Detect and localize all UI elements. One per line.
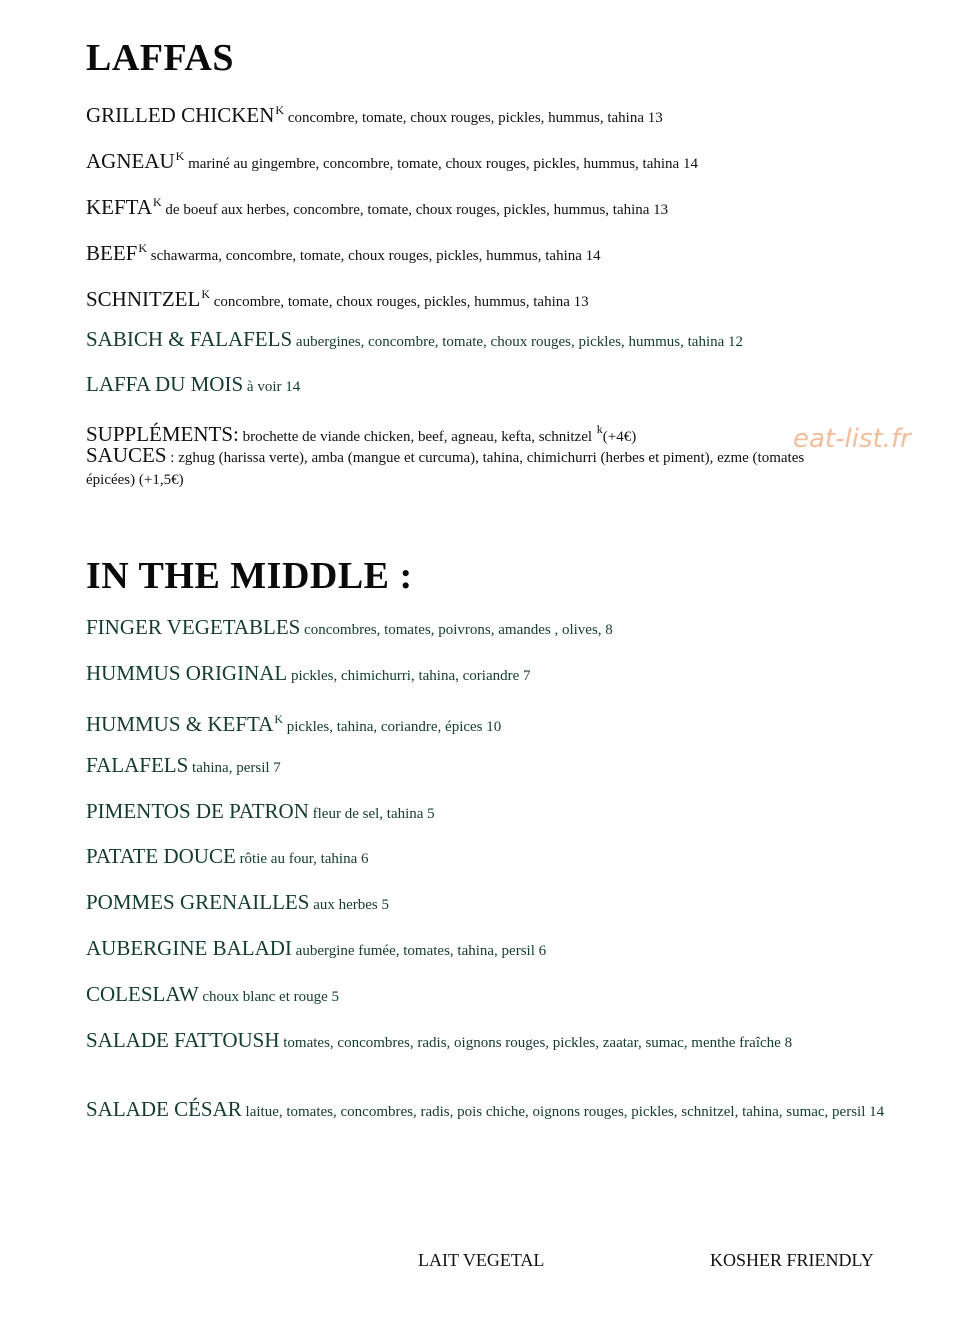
in-the-middle-title: IN THE MIDDLE :	[86, 555, 413, 597]
menu-item-kefta	[86, 192, 891, 221]
item-description: concombres, tomates, poivrons, amandes , olives, 8	[300, 622, 613, 638]
kosher-mark: K	[175, 149, 185, 163]
item-description: mariné au gingembre, concombre, tomate, choux rouges, pickles, hummus, tahina 14	[184, 156, 698, 172]
item-description: tomates, concombres, radis, oignons rouges, pickles, zaatar, sumac, menthe fraîche 8	[279, 1035, 793, 1051]
menu-item-pimentos-de-patron	[86, 801, 891, 825]
item-name: SCHNITZEL	[86, 287, 201, 311]
sauces-description: : zghug (harissa verte), amba (mangue et curcuma), tahina, chimichurri (herbes et piment), ezme (tomates épicées) (+1,5€)	[86, 450, 805, 488]
menu-item-finger-vegetables	[86, 617, 891, 641]
kosher-mark: K	[152, 195, 162, 209]
item-name: BEEF	[86, 241, 138, 265]
menu-item-salade-cesar	[86, 1099, 891, 1123]
watermark: eat-list.fr	[793, 424, 911, 454]
kosher-mark: K	[138, 241, 148, 255]
item-name: HUMMUS & KEFTA	[86, 712, 274, 736]
item-name: FINGER VEGETABLES	[86, 615, 301, 639]
supplements-price: (+4€)	[602, 429, 637, 445]
item-name: PATATE DOUCE	[86, 844, 236, 868]
item-description: pickles, chimichurri, tahina, coriandre 7	[287, 668, 531, 684]
supplements-line	[86, 419, 891, 448]
item-name: AUBERGINE BALADI	[86, 936, 292, 960]
item-description: à voir 14	[243, 379, 301, 395]
menu-item-salade-fattoush	[86, 1030, 891, 1054]
menu-item-schnitzel	[86, 284, 891, 313]
item-description: concombre, tomate, choux rouges, pickles, hummus, tahina 13	[210, 294, 589, 310]
menu-item-pommes-grenailles	[86, 892, 891, 916]
menu-item-agneau	[86, 146, 891, 175]
menu-item-beef	[86, 238, 891, 267]
item-description: schawarma, concombre, tomate, choux rouges, pickles, hummus, tahina 14	[147, 248, 601, 264]
item-description: aubergines, concombre, tomate, choux rouges, pickles, hummus, tahina 12	[292, 334, 744, 350]
kosher-mark: K	[201, 287, 210, 301]
footer-lait-vegetal: LAIT VEGETAL	[418, 1250, 545, 1270]
item-description: aux herbes 5	[309, 897, 389, 913]
supplements-label: SUPPLÉMENTS:	[86, 422, 239, 446]
item-name: FALAFELS	[86, 753, 189, 777]
item-name: SALADE CÉSAR	[86, 1097, 242, 1121]
item-description: choux blanc et rouge 5	[198, 989, 340, 1005]
item-name: POMMES GRENAILLES	[86, 890, 310, 914]
menu-item-hummus-original	[86, 663, 891, 687]
menu-item-aubergine-baladi	[86, 938, 891, 962]
item-description: concombre, tomate, choux rouges, pickles, hummus, tahina 13	[284, 110, 663, 126]
item-description: pickles, tahina, coriandre, épices 10	[283, 719, 502, 735]
footer-kosher-friendly: KOSHER FRIENDLY	[710, 1250, 874, 1270]
item-name: COLESLAW	[86, 982, 199, 1006]
kosher-mark: K	[275, 103, 285, 117]
item-name: PIMENTOS DE PATRON	[86, 799, 309, 823]
item-description: laitue, tomates, concombres, radis, pois chiche, oignons rouges, pickles, schnitzel, tahina, sumac, persil 14	[241, 1104, 885, 1120]
item-description: fleur de sel, tahina 5	[308, 806, 435, 822]
menu-item-grilled-chicken	[86, 100, 891, 129]
item-description: de boeuf aux herbes, concombre, tomate, choux rouges, pickles, hummus, tahina 13	[161, 202, 669, 218]
sauces-line	[86, 445, 856, 491]
supplements-description: brochette de viande chicken, beef, agneau, kefta, schnitzel	[238, 429, 596, 445]
item-name: SALADE FATTOUSH	[86, 1028, 280, 1052]
menu-item-sabich-falafels	[86, 329, 891, 353]
menu-item-coleslaw	[86, 984, 891, 1008]
item-name: LAFFA DU MOIS	[86, 372, 244, 396]
item-name: GRILLED CHICKEN	[86, 103, 275, 127]
menu-item-patate-douce	[86, 846, 891, 870]
item-description: rôtie au four, tahina 6	[235, 851, 369, 867]
item-description: aubergine fumée, tomates, tahina, persil 6	[291, 943, 547, 959]
menu-item-laffa-du-mois	[86, 374, 891, 398]
item-description: tahina, persil 7	[188, 760, 281, 776]
sauces-label: SAUCES	[86, 443, 167, 467]
item-name: SABICH & FALAFELS	[86, 327, 293, 351]
kosher-mark: K	[274, 712, 284, 726]
item-name: HUMMUS ORIGINAL	[86, 661, 288, 685]
menu-item-hummus-kefta	[86, 709, 891, 738]
kosher-mark: k	[596, 422, 603, 436]
laffas-title: LAFFAS	[86, 37, 234, 79]
menu-item-falafels	[86, 755, 891, 779]
item-name: AGNEAU	[86, 149, 175, 173]
item-name: KEFTA	[86, 195, 152, 219]
